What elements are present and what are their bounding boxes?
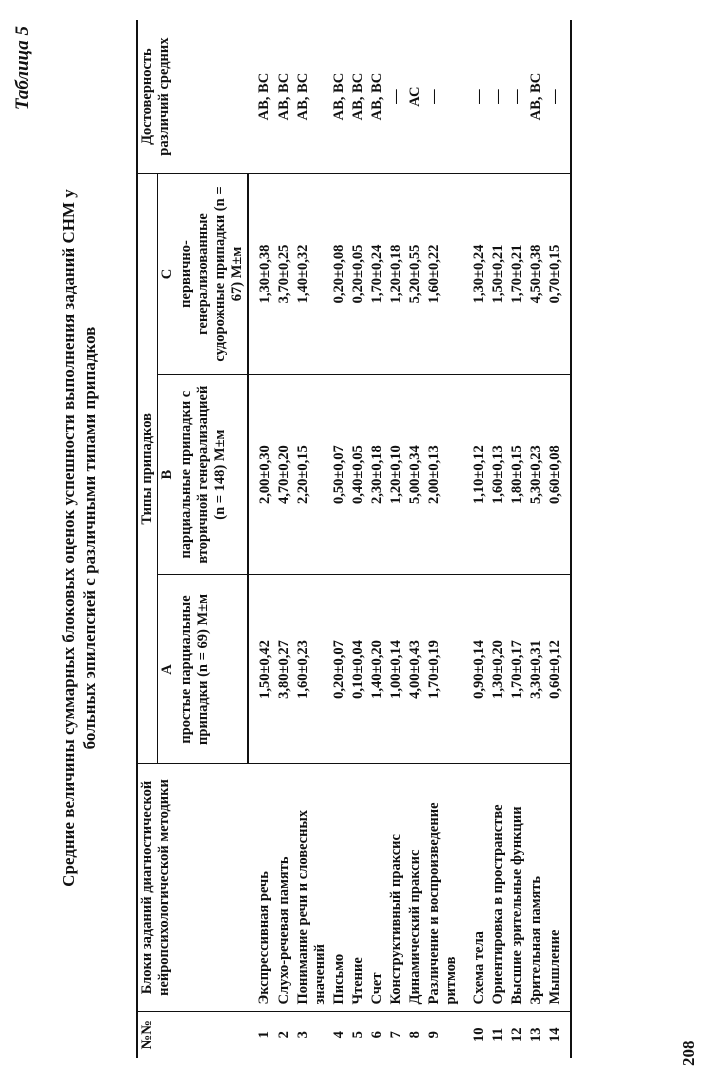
- col-header-significance: Достоверность различий средних: [137, 20, 248, 174]
- table-row: [387, 20, 406, 1058]
- row-number: 3: [295, 1031, 311, 1039]
- col-header-number: №№: [137, 1011, 248, 1058]
- row-value-c: 1,40±0,32: [294, 174, 330, 375]
- row-value-c: 1,60±0,22: [425, 174, 461, 375]
- row-value-c: 1,30±0,38: [248, 174, 275, 375]
- row-value-b: 0,60±0,08: [546, 374, 571, 575]
- row-significance: —: [489, 20, 508, 174]
- row-block-name: Письмо: [330, 764, 349, 1011]
- col-header-type-a-letter: A: [158, 575, 178, 764]
- table-row: [406, 20, 425, 1058]
- row-value-c: 0,20±0,05: [349, 174, 368, 375]
- row-block-name: Схема тела: [461, 764, 489, 1011]
- row-number: 1: [256, 1031, 272, 1039]
- row-value-b: 0,40±0,05: [349, 374, 368, 575]
- row-block-name: Счет: [368, 764, 387, 1011]
- row-value-b: 2,00±0,13: [425, 374, 461, 575]
- row-value-b: 2,20±0,15: [294, 374, 330, 575]
- row-value-c: 4,50±0,38: [527, 174, 546, 375]
- col-header-type-b-letter: B: [158, 374, 178, 575]
- table-caption: Средние величины суммарных блоковых оценок успешности выполнения заданий СНМ у больных эпилепсией с различными типами припадков: [59, 189, 99, 887]
- row-value-b: 1,80±0,15: [508, 374, 527, 575]
- row-significance: АВ, ВС: [248, 20, 275, 174]
- row-block-name: Динамический праксис: [406, 764, 425, 1011]
- row-value-a: 1,50±0,42: [248, 575, 275, 764]
- row-block-name: Ориентировка в пространстве: [489, 764, 508, 1011]
- row-value-c: 5,20±0,55: [406, 174, 425, 375]
- row-value-a: 1,60±0,23: [294, 575, 330, 764]
- row-block-name: Экспрессивная речь: [248, 764, 275, 1011]
- row-block-name: Понимание речи и словесных значений: [294, 764, 330, 1011]
- row-block-name: Конструктивный праксис: [387, 764, 406, 1011]
- col-header-type-b: парциальные припадки с вторичной генерализацией (n = 148) М±м: [177, 374, 248, 575]
- row-value-a: 1,70±0,17: [508, 575, 527, 764]
- table-row: [461, 20, 489, 1058]
- row-value-b: 1,10±0,12: [461, 374, 489, 575]
- row-significance: АС: [406, 20, 425, 174]
- table-row: [527, 20, 546, 1058]
- row-significance: АВ, ВС: [368, 20, 387, 174]
- row-value-b: 2,30±0,18: [368, 374, 387, 575]
- table-body: [248, 20, 571, 1058]
- row-number: 13: [528, 1027, 544, 1043]
- row-significance: АВ, ВС: [349, 20, 368, 174]
- row-number: 4: [331, 1031, 347, 1039]
- table-row: [294, 20, 330, 1058]
- row-significance: —: [546, 20, 571, 174]
- row-number: 12: [509, 1027, 525, 1043]
- row-value-a: 1,40±0,20: [368, 575, 387, 764]
- row-number: 10: [471, 1027, 487, 1043]
- row-value-a: 3,30±0,31: [527, 575, 546, 764]
- table-row: [425, 20, 461, 1058]
- page-number: 208: [679, 1040, 698, 1066]
- row-value-c: 1,30±0,24: [461, 174, 489, 375]
- row-value-c: 0,70±0,15: [546, 174, 571, 375]
- row-value-b: 0,50±0,07: [330, 374, 349, 575]
- row-value-a: 0,20±0,07: [330, 575, 349, 764]
- row-block-name: Чтение: [349, 764, 368, 1011]
- row-value-a: 1,30±0,20: [489, 575, 508, 764]
- row-number: 2: [276, 1031, 292, 1039]
- row-significance: АВ, ВС: [275, 20, 294, 174]
- row-significance: —: [387, 20, 406, 174]
- row-number: 14: [546, 1011, 571, 1058]
- row-value-c: 1,70±0,24: [368, 174, 387, 375]
- row-value-c: 0,20±0,08: [330, 174, 349, 375]
- table-row: [349, 20, 368, 1058]
- row-value-b: 2,00±0,30: [248, 374, 275, 575]
- row-value-a: 0,60±0,12: [546, 575, 571, 764]
- row-value-c: 1,20±0,18: [387, 174, 406, 375]
- table-row: [248, 20, 275, 1058]
- row-value-a: 0,10±0,04: [349, 575, 368, 764]
- row-block-name: Высшие зрительные функции: [508, 764, 527, 1011]
- row-number: 7: [388, 1031, 404, 1039]
- row-value-b: 5,30±0,23: [527, 374, 546, 575]
- row-value-a: 1,70±0,19: [425, 575, 461, 764]
- row-block-name: Зрительная память: [527, 764, 546, 1011]
- table-row: [330, 20, 349, 1058]
- results-table: [136, 20, 572, 1058]
- row-value-b: 4,70±0,20: [275, 374, 294, 575]
- row-value-c: 3,70±0,25: [275, 174, 294, 375]
- row-significance: АВ, ВС: [294, 20, 330, 174]
- table-row: [368, 20, 387, 1058]
- table-row: [546, 20, 571, 1058]
- row-significance: —: [425, 20, 461, 174]
- row-significance: АВ, ВС: [330, 20, 349, 174]
- row-value-a: 0,90±0,14: [461, 575, 489, 764]
- row-value-a: 1,00±0,14: [387, 575, 406, 764]
- row-block-name: Мышление: [546, 764, 571, 1011]
- row-number: 5: [350, 1031, 366, 1039]
- table-row: [508, 20, 527, 1058]
- row-significance: —: [461, 20, 489, 174]
- row-number: 9: [426, 1031, 442, 1039]
- col-header-type-c: первично-генерализованные судорожные припадки (n = 67) М±м: [177, 174, 248, 375]
- row-significance: —: [508, 20, 527, 174]
- row-value-b: 1,20±0,10: [387, 374, 406, 575]
- table-row: [275, 20, 294, 1058]
- row-value-b: 1,60±0,13: [489, 374, 508, 575]
- row-value-a: 3,80±0,27: [275, 575, 294, 764]
- row-value-c: 1,70±0,21: [508, 174, 527, 375]
- row-number: 6: [369, 1031, 385, 1039]
- row-value-b: 5,00±0,34: [406, 374, 425, 575]
- col-header-type-a: простые парциальные припадки (n = 69) М±м: [177, 575, 248, 764]
- row-significance: АВ, ВС: [527, 20, 546, 174]
- col-header-type-c-letter: C: [158, 174, 178, 375]
- row-block-name: Слухо-речевая память: [275, 764, 294, 1011]
- row-value-a: 4,00±0,43: [406, 575, 425, 764]
- row-block-name: Различение и воспроизведение ритмов: [425, 764, 461, 1011]
- table-row: [489, 20, 508, 1058]
- row-number: 8: [407, 1031, 423, 1039]
- row-number: 11: [490, 1027, 506, 1042]
- table-label: Таблица 5: [12, 26, 33, 111]
- col-header-block: Блоки заданий диагностической нейропсихологической методики: [137, 764, 248, 1011]
- row-value-c: 1,50±0,21: [489, 174, 508, 375]
- group-header-seizure-types: Типы припадков: [137, 174, 158, 764]
